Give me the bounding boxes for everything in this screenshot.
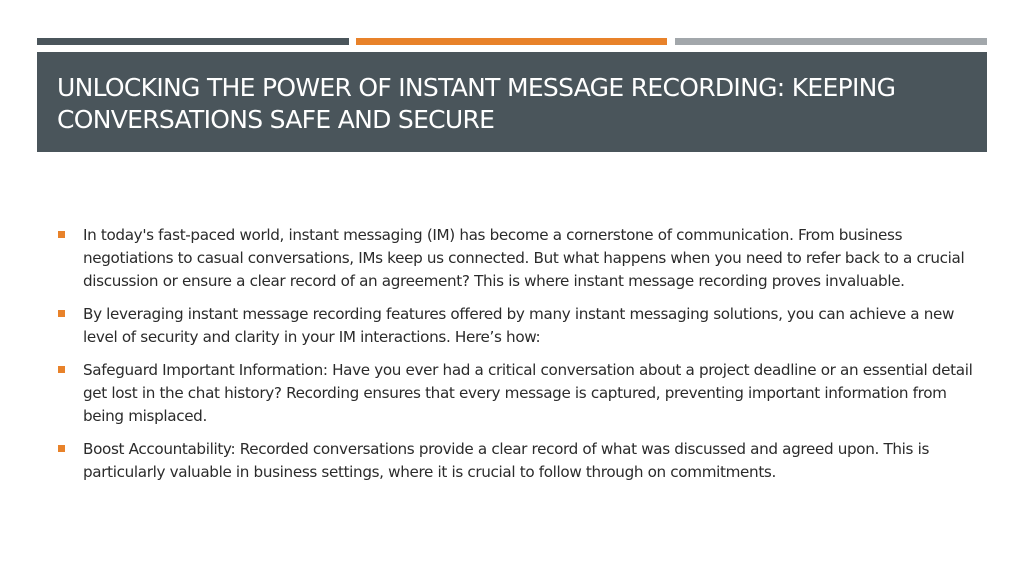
bullet-item xyxy=(58,303,973,349)
bullet-text: In today's fast-paced world, instant messaging (IM) has become a cornerstone of communication. From business negotiations to casual conversations, IMs keep us connected. But what happens when you need to refer back to a crucial discussion or ensure a clear record of an agreement? This is where instant message recording proves invaluable. xyxy=(83,226,965,290)
square-bullet-icon xyxy=(58,231,65,238)
accent-bar-gray xyxy=(675,38,987,45)
bullet-item xyxy=(58,438,973,484)
slide-title: UNLOCKING THE POWER OF INSTANT MESSAGE RECORDING: KEEPING CONVERSATIONS SAFE AND SECURE xyxy=(57,73,896,134)
slide-content xyxy=(58,224,973,494)
square-bullet-icon xyxy=(58,445,65,452)
bullet-item xyxy=(58,224,973,293)
bullet-text: By leveraging instant message recording features offered by many instant messaging solutions, you can achieve a new level of security and clarity in your IM interactions. Here’s how: xyxy=(83,305,955,346)
bullet-item xyxy=(58,359,973,428)
title-banner xyxy=(37,52,987,152)
bullet-list xyxy=(58,224,973,484)
bullet-text: Safeguard Important Information: Have you ever had a critical conversation about a project deadline or an essential detail get lost in the chat history? Recording ensures that every message is captured, preventing important information from being misplaced. xyxy=(83,361,973,425)
bullet-text: Boost Accountability: Recorded conversations provide a clear record of what was discussed and agreed upon. This is particularly valuable in business settings, where it is crucial to follow through on commitments. xyxy=(83,440,930,481)
square-bullet-icon xyxy=(58,310,65,317)
accent-bar-orange xyxy=(356,38,667,45)
accent-bar-dark xyxy=(37,38,349,45)
square-bullet-icon xyxy=(58,366,65,373)
